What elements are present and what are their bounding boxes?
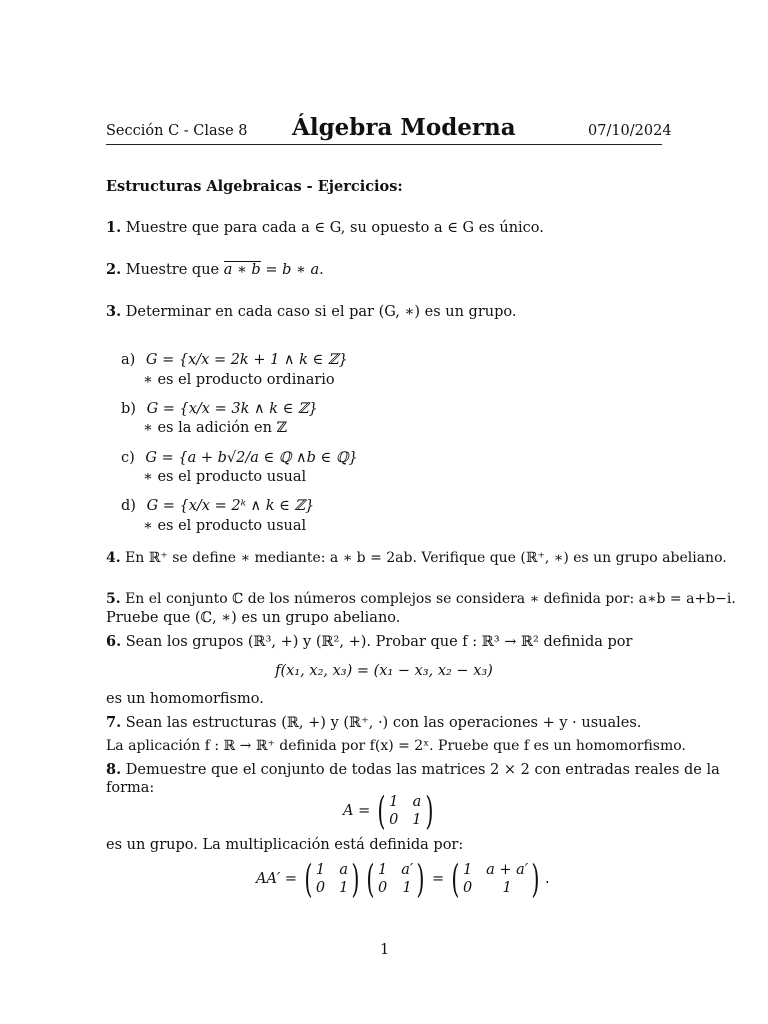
matrix-cell: 0 xyxy=(315,880,326,896)
exercise-number: 6. xyxy=(106,633,122,650)
matrix-cell: a xyxy=(412,794,422,810)
matrix-cell: 1 xyxy=(315,862,326,878)
exercise-1 xyxy=(106,219,544,236)
exercise-7-line2: La aplicación f : ℝ → ℝ⁺ definida por f(x) = 2ˣ. Pruebe que f es un homomorfismo. xyxy=(106,738,686,754)
matrix-cell: a′ xyxy=(401,862,414,878)
exercise-5-line2: Pruebe que (ℂ, ∗) es un grupo abeliano. xyxy=(106,610,401,626)
exercise-3 xyxy=(106,303,516,320)
product-label: AA′ = xyxy=(256,871,297,887)
exercise-text: Muestre que para cada a ∈ G, su opuesto a ∈ G es único. xyxy=(125,220,544,236)
ex3-item-b xyxy=(121,401,318,417)
matrix-a-label: A = xyxy=(343,803,371,819)
item-label: b) xyxy=(121,401,136,417)
item-set: G = {x/x = 2ᵏ ∧ k ∈ ℤ} xyxy=(146,498,315,514)
exercise-number: 5. xyxy=(106,591,121,607)
exercise-number: 3. xyxy=(106,303,122,320)
exercise-text: Sean los grupos (ℝ³, +) y (ℝ², +). Probar que f : ℝ³ → ℝ² definida por xyxy=(125,634,633,650)
exercise-2 xyxy=(106,261,324,278)
exercise-text-rhs: = b ∗ a. xyxy=(260,262,324,278)
exercise-6-line2: es un homomorfismo. xyxy=(106,691,264,707)
exercise-text: Sean las estructuras (ℝ, +) y (ℝ⁺, ·) con las operaciones + y · usuales. xyxy=(125,715,642,731)
ex3-item-d-op: ∗ es el producto usual xyxy=(143,518,307,534)
exercise-number: 2. xyxy=(106,261,122,278)
ex3-item-c-op: ∗ es el producto usual xyxy=(143,469,307,485)
matrix-cell: 1 xyxy=(339,880,349,896)
section-title: Estructuras Algebraicas - Ejercicios: xyxy=(106,178,403,195)
item-label: a) xyxy=(121,352,136,368)
exercise-number: 7. xyxy=(106,714,122,731)
matrix-m3: ( 1 a + a′ 0 1 ) xyxy=(451,857,540,901)
ex3-item-c xyxy=(121,450,358,466)
item-set: G = {x/x = 2k + 1 ∧ k ∈ ℤ} xyxy=(145,352,348,368)
matrix-cell: 1 xyxy=(389,794,399,810)
exercise-8 xyxy=(106,761,720,778)
matrix-cell: 1 xyxy=(402,880,412,896)
period: . xyxy=(544,871,550,887)
header-section: Sección C - Clase 8 xyxy=(106,123,248,139)
exercise-number: 8. xyxy=(106,761,122,778)
ex3-item-a xyxy=(121,352,348,368)
matrix-cell: 1 xyxy=(377,862,388,878)
matrix-m1: ( 1 a 0 1 ) xyxy=(304,857,360,901)
item-set: G = {a + b√2/a ∈ ℚ ∧b ∈ ℚ} xyxy=(145,450,358,466)
exercise-text: En ℝ⁺ se define ∗ mediante: a ∗ b = 2ab. Verifique que (ℝ⁺, ∗) es un grupo abeliano. xyxy=(125,550,727,566)
exercise-6 xyxy=(106,633,632,650)
exercise-8-line3: es un grupo. La multiplicación está definida por: xyxy=(106,837,464,853)
exercise-6-formula: f(x₁, x₂, x₃) = (x₁ − x₃, x₂ − x₃) xyxy=(275,663,493,679)
matrix-cell: a + a′ xyxy=(486,862,529,878)
item-label: d) xyxy=(121,498,136,514)
ex3-item-a-op: ∗ es el producto ordinario xyxy=(143,372,335,388)
exercise-8-line2: forma: xyxy=(106,780,155,796)
matrix-cell: 0 xyxy=(462,880,473,896)
matrix-cell: 1 xyxy=(412,812,422,828)
page-title: Álgebra Moderna xyxy=(292,114,516,141)
exercise-number: 4. xyxy=(106,550,121,566)
exercise-number: 1. xyxy=(106,219,122,236)
exercise-4 xyxy=(106,550,727,566)
ex3-item-b-op: ∗ es la adición en ℤ xyxy=(143,420,288,436)
exercise-text-pre: Muestre que xyxy=(125,262,224,278)
header-rule xyxy=(106,144,662,145)
matrix-m2: ( 1 a′ 0 1 ) xyxy=(366,857,425,901)
exercise-text: Determinar en cada caso si el par (G, ∗) es un grupo. xyxy=(125,304,517,320)
page-number: 1 xyxy=(380,942,390,958)
exercise-5 xyxy=(106,591,736,607)
matrix-cell: a xyxy=(339,862,348,878)
matrix-cell: 0 xyxy=(377,880,388,896)
item-set: G = {x/x = 3k ∧ k ∈ ℤ} xyxy=(146,401,318,417)
ex3-item-d xyxy=(121,498,314,514)
matrix-cell: 1 xyxy=(502,880,512,896)
matrix-cell: 0 xyxy=(389,812,399,828)
header-date: 07/10/2024 xyxy=(588,123,672,139)
matrix-cell: 1 xyxy=(462,862,473,878)
matrix-a-equation xyxy=(343,789,436,833)
exercise-text: Demuestre que el conjunto de todas las matrices 2 × 2 con entradas reales de la xyxy=(125,762,720,778)
equals-sign: = xyxy=(431,871,445,887)
matrix-a: ( 1 a 0 1 ) xyxy=(377,789,434,833)
exercise-text: En el conjunto ℂ de los números complejos se considera ∗ definida por: a∗b = a+b−i. xyxy=(125,591,736,607)
exercise-7 xyxy=(106,714,641,731)
item-label: c) xyxy=(121,450,135,466)
matrix-product-equation xyxy=(256,857,550,901)
exercise-overline-expr: a ∗ b xyxy=(223,262,261,278)
